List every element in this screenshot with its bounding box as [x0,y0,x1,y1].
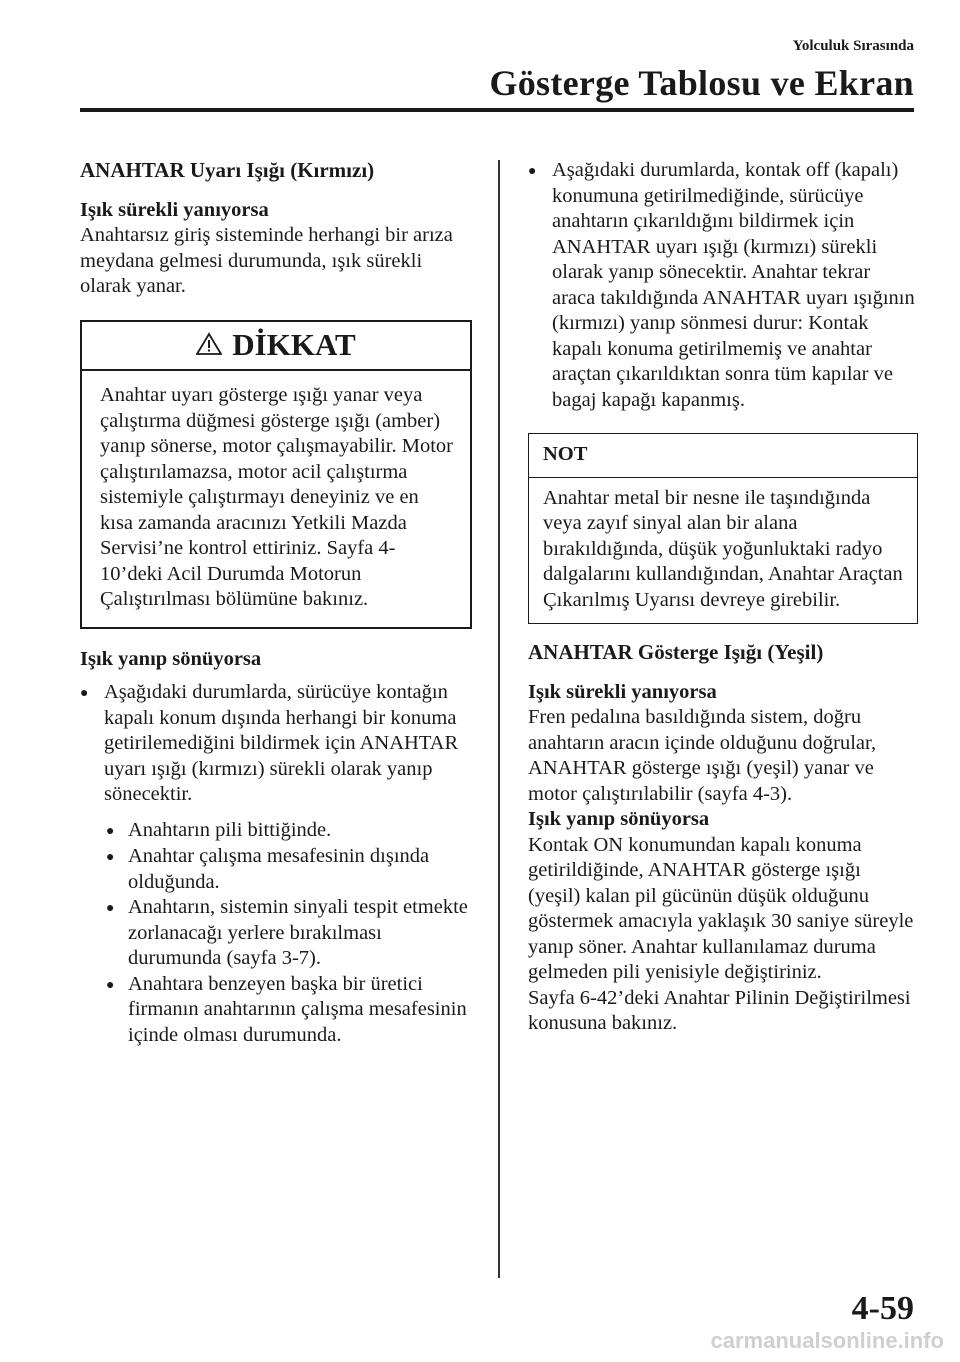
paragraph-flashing: Kontak ON konumundan kapalı konuma getirildiğinde, ANAHTAR gösterge ışığı (yeşil) kalan pil gücünün düşük olduğunu göstermek amacıyla yaklaşık 30 saniye süreyle yanıp söner. Anahtar kullanılamaz duruma gelmeden pili yenisiyle değiştiriniz. [528,833,914,983]
warning-triangle-icon [196,332,222,356]
list-item [106,818,472,845]
sub-bullet-text: Anahtarın, sistemin sinyali tespit etmekte zorlanacağı yerlere bırakılması durumunda (sayfa 3-7). [128,896,468,969]
caution-title: DİKKAT [232,326,356,362]
caution-header [82,322,470,372]
caution-box [80,320,472,629]
note-title: NOT [529,434,917,478]
paragraph-reference: Sayfa 6-42’deki Anahtar Pilinin Değiştirilmesi konusuna bakınız. [528,986,911,1034]
bullet-icon: ● [80,686,89,701]
left-column [80,158,472,1048]
bullet-text: Aşağıdaki durumlarda, sürücüye kontağın kapalı konum dışında herhangi bir konuma getirilemediğini bildirmek için ANAHTAR uyarı ışığı (kırmızı) sürekli olarak yanıp sönecektir. [104,681,459,805]
bullet-icon: ● [528,164,537,179]
section-heading-key-indicator: ANAHTAR Gösterge Işığı (Yeşil) [528,640,824,664]
watermark: carmanualsonline.info [710,1328,944,1353]
list-item [106,895,472,972]
list-item [106,972,472,1049]
caution-text: Anahtar uyarı gösterge ışığı yanar veya çalıştırma düğmesi gösterge ışığı (amber) yanıp sönerse, motor çalışmayabilir. Motor çalıştırılamazsa, motor acil çalıştırma sistemiyle çalıştırmayı deneyiniz ve en kısa zamanda aracınızı Yetkili Mazda Servisi’ne kontrol ettiriniz. Sayfa 4-10’deki Acil Durumda Motorun Çalıştırılması bölümüne bakınız. [100,384,453,610]
list-item [106,844,472,895]
paragraph-steady: Anahtarsız giriş sisteminde herhangi bir arıza meydana gelmesi durumunda, ışık sürekli olarak yanar. [80,224,453,297]
subheading-steady: Işık sürekli yanıyorsa [528,680,717,703]
sub-bullet-text: Anahtarın pili bittiğinde. [128,818,332,841]
sub-bullet-text: Anahtara benzeyen başka bir üretici firmanın anahtarının çalışma mesafesinin içinde olması durumunda. [128,972,467,1046]
bullet-icon: ● [106,850,115,865]
note-box [528,433,918,624]
note-text: Anahtar metal bir nesne ile taşındığında veya zayıf sinyal alan bir alana bırakıldığında, düşük yoğunluktaki radyo dalgalarını kullandığından, Anahtar Araçtan Çıkarılmış Uyarısı devreye girebilir. [543,486,903,611]
list-item [80,680,472,808]
header-rule [80,108,914,112]
subheading-flashing: Işık yanıp sönüyorsa [80,647,262,670]
sub-bullet-text: Anahtar çalışma mesafesinin dışında olduğunda. [128,845,430,893]
section-label: Yolculuk Sırasında [792,38,914,54]
list-item [528,158,918,413]
section-heading-key-warning: ANAHTAR Uyarı Işığı (Kırmızı) [80,158,375,182]
column-divider [498,160,500,1278]
bullet-text: Aşağıdaki durumlarda, kontak off (kapalı) konumuna getirilmediğinde, sürücüye anahtarın çıkarıldığını bildirmek için ANAHTAR uyarı ışığı (kırmızı) sürekli olarak yanıp sönecektir. Anahtar tekrar araca takıldığında ANAHTAR uyarı ışığının (kırmızı) yanıp sönmesi durur: Kontak kapalı konuma getirilmemiş ve anahtar araçtan çıkarıldıktan sonra tüm kapılar ve bagaj kapağı kapanmış. [552,159,915,411]
bullet-icon: ● [106,901,115,916]
page-number: 4-59 [851,1290,914,1327]
right-column [528,158,918,1037]
bullet-icon: ● [106,823,115,839]
sub-list [80,818,472,1049]
paragraph-steady: Fren pedalına basıldığında sistem, doğru anahtarın aracın içinde olduğunu doğrular, ANAHTAR gösterge ışığı (yeşil) yanar ve motor çalıştırılabilir (sayfa 4-3). [528,706,877,805]
page-title: Gösterge Tablosu ve Ekran [489,63,914,103]
subheading-flashing: Işık yanıp sönüyorsa [528,808,710,830]
bullet-icon: ● [106,977,115,993]
subheading-steady: Işık sürekli yanıyorsa [80,198,269,221]
